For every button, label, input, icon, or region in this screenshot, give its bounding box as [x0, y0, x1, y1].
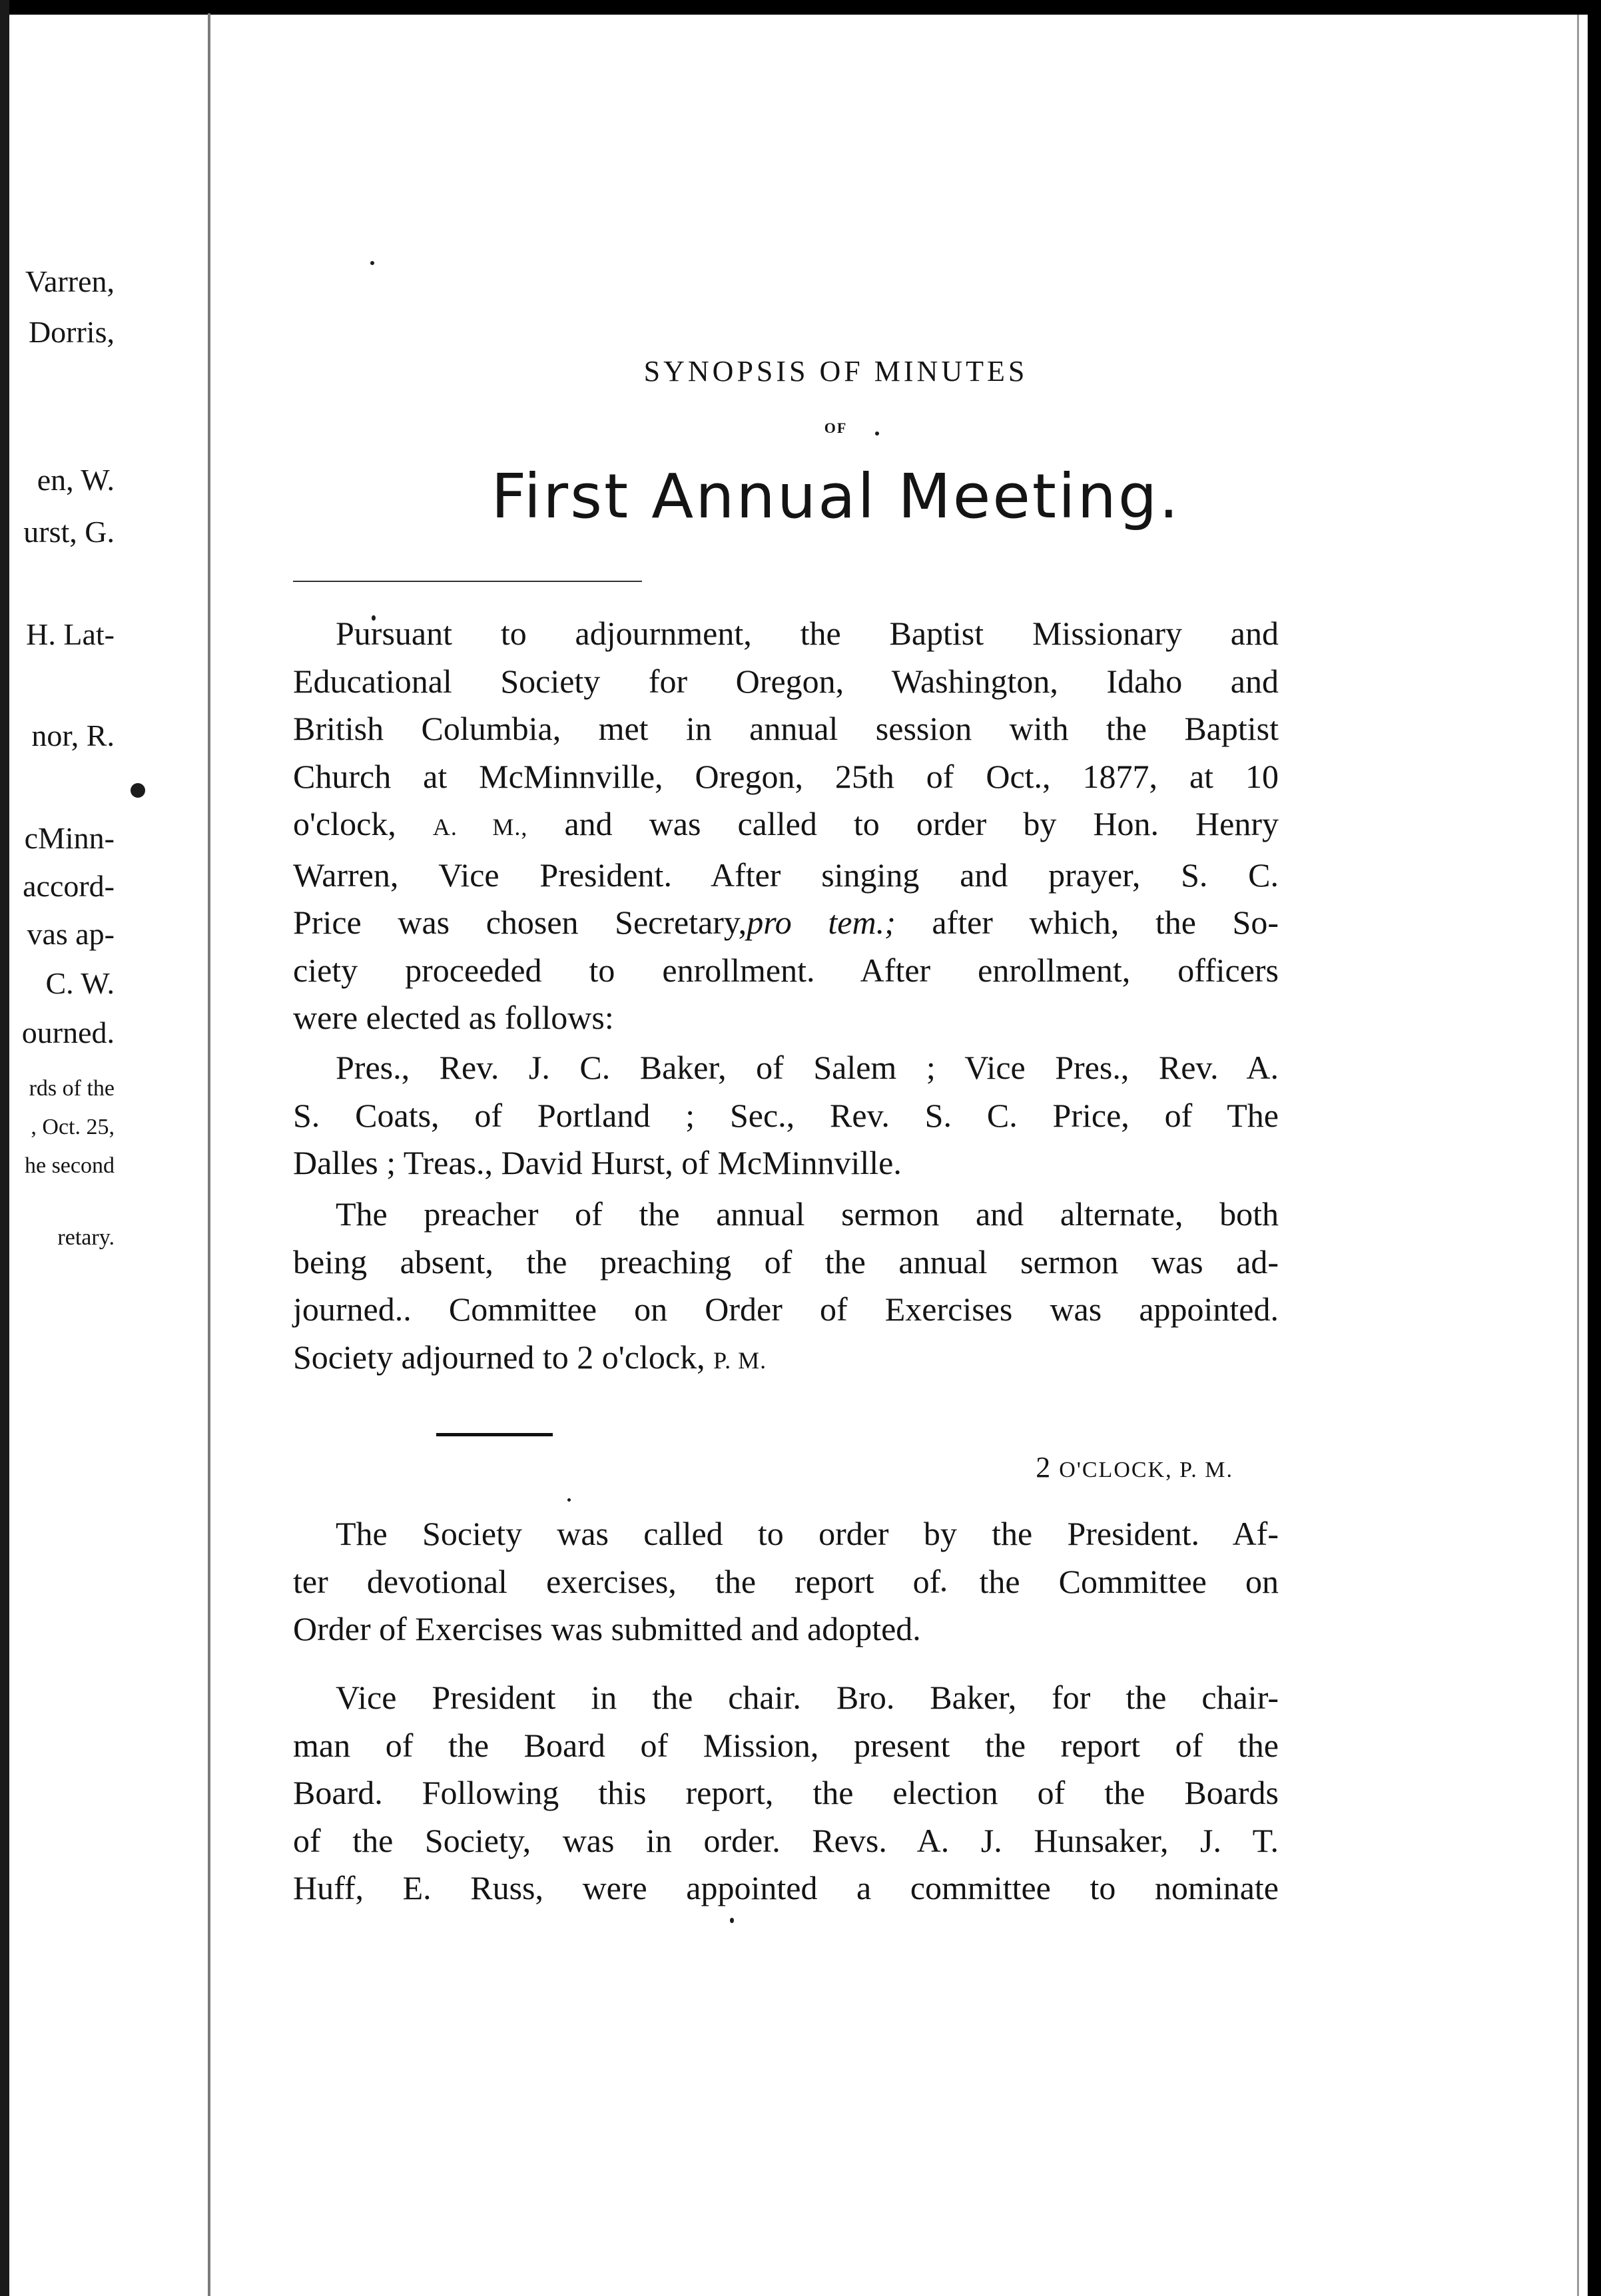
fragment-line: nor, R.: [31, 718, 115, 752]
text-line: of the Society, was in order. Revs. A. J. Hunsaker, J. T.: [293, 1821, 1279, 1859]
fragment-line: Varren,: [25, 264, 115, 298]
previous-page-fragments: [0, 0, 200, 2296]
fragment-line: , Oct. 25,: [31, 1115, 115, 1139]
scan-border-top: [0, 0, 1601, 15]
page-right-edge: [1577, 15, 1579, 2296]
scan-speck: [730, 1918, 734, 1923]
text-line: journed.. Committee on Order of Exercises was appointed.: [293, 1291, 1279, 1328]
divider-rule: [293, 581, 642, 582]
scan-speck: [370, 261, 374, 265]
section-time-heading: [293, 1450, 1233, 1484]
text-fragment: after which, the So-: [932, 904, 1279, 941]
fragment-line: accord-: [23, 869, 115, 903]
text-line: Pursuant to adjournment, the Baptist Missionary and: [336, 615, 1279, 652]
paragraph-1: [293, 610, 1279, 1042]
scan-border-right: [1588, 0, 1601, 2296]
text-line: were elected as follows:: [293, 999, 614, 1036]
heading-synopsis: SYNOPSIS OF MINUTES: [643, 355, 1028, 388]
text-line: [293, 899, 1279, 947]
heading-of: OF: [824, 420, 848, 436]
text-line: Pres., Rev. J. C. Baker, of Salem ; Vice Pres., Rev. A.: [336, 1049, 1279, 1086]
paragraph-3: [293, 1191, 1279, 1384]
text-line: Church at McMinnville, Oregon, 25th of Oct., 1877, at 10: [293, 757, 1279, 795]
text-line: ter devotional exercises, the report of the Committee on: [293, 1562, 1279, 1600]
text-line: Dalles ; Treas., David Hurst, of McMinnville.: [293, 1144, 902, 1181]
italic-phrase: pro tem.;: [747, 904, 896, 941]
fragment-line: rds of the: [29, 1076, 115, 1101]
text-line: Educational Society for Oregon, Washington, Idaho and: [293, 662, 1279, 700]
text-line: Huff, E. Russ, were appointed a committee to nominate: [293, 1869, 1279, 1906]
text-line: S. Coats, of Portland ; Sec., Rev. S. C. Price, of The: [293, 1096, 1279, 1134]
fragment-line: ourned.: [21, 1015, 115, 1049]
text-line: Vice President in the chair. Bro. Baker, for the chair-: [336, 1679, 1279, 1716]
time-abbrev: A. M.,: [432, 814, 528, 840]
time-abbrev: P. M.: [713, 1346, 767, 1374]
text-line: British Columbia, met in annual session with the Baptist: [293, 710, 1279, 747]
text-line: [293, 1334, 1279, 1385]
paragraph-2: [293, 1044, 1279, 1187]
section-divider: [436, 1433, 553, 1436]
text-line: Board. Following this report, the election of the Boards: [293, 1774, 1279, 1811]
fragment-line: C. W.: [45, 966, 115, 1000]
fragment-line: vas ap-: [27, 917, 115, 951]
text-line: Warren, Vice President. After singing and prayer, S. C.: [293, 856, 1279, 894]
fragment-line: cMinn-: [24, 821, 115, 855]
text-fragment: Society adjourned to 2 o'clock,: [293, 1338, 705, 1376]
text-line: ciety proceeded to enrollment. After enrollment, officers: [293, 951, 1279, 989]
fragment-line: H. Lat-: [26, 617, 115, 651]
fragment-line: retary.: [57, 1225, 115, 1250]
fragment-line: urst, G.: [23, 515, 115, 549]
text-line: The Society was called to order by the President. Af-: [336, 1515, 1279, 1552]
text-line: [293, 800, 1279, 852]
paragraph-5: [293, 1674, 1279, 1912]
scan-speck: [131, 783, 145, 798]
fragment-line: en, W.: [37, 463, 115, 497]
text-line: man of the Board of Mission, present the report of the: [293, 1726, 1279, 1764]
text-line: being absent, the preaching of the annual sermon was ad-: [293, 1243, 1279, 1281]
page-title: First Annual Meeting.: [491, 461, 1181, 532]
text-line: The preacher of the annual sermon and alternate, both: [336, 1195, 1279, 1233]
time-label: O'CLOCK, P. M.: [1059, 1458, 1233, 1482]
paragraph-4: [293, 1510, 1279, 1653]
scan-speck: [567, 1498, 571, 1502]
text-fragment: and was called to order by Hon. Henry: [564, 805, 1279, 842]
page-gutter: [208, 13, 210, 2296]
time-number: 2: [1036, 1451, 1052, 1484]
fragment-line: he second: [24, 1153, 115, 1178]
text-fragment: Price was chosen Secretary,: [293, 904, 747, 941]
fragment-line: Dorris,: [28, 315, 115, 349]
text-fragment: o'clock,: [293, 805, 396, 842]
text-line: Order of Exercises was submitted and adopted.: [293, 1610, 921, 1647]
